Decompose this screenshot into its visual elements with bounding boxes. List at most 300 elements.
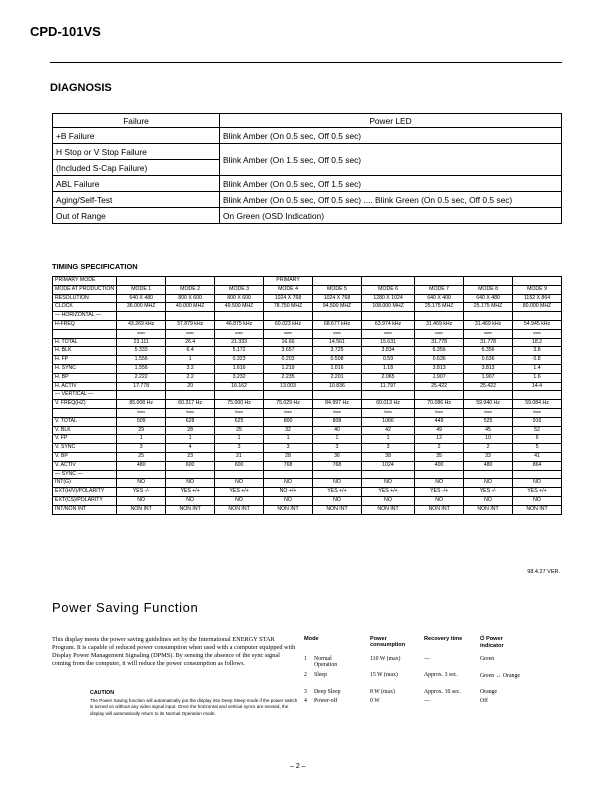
timing-cell	[361, 391, 414, 400]
timing-cell: NON INT	[166, 505, 215, 514]
timing-cell: 6.4	[166, 347, 215, 356]
timing-cell: 800	[264, 417, 313, 426]
timing-cell: 38	[361, 452, 414, 461]
timing-cell: 1066	[361, 417, 414, 426]
mode-name: Sleep	[314, 672, 327, 678]
timing-cell: MODE 1	[117, 285, 166, 294]
timing-cell: 1024	[361, 461, 414, 470]
timing-cell: 78.750 MHZ	[264, 303, 313, 312]
timing-cell: 43.269 kHz	[117, 320, 166, 329]
timing-cell: 75.000 Hz	[215, 400, 264, 409]
timing-cell: 768	[264, 461, 313, 470]
timing-cell: 52	[513, 426, 562, 435]
diagnosis-row	[53, 144, 562, 160]
timing-cell	[464, 470, 513, 479]
timing-cell	[117, 277, 166, 286]
timing-cell: 25.175 MHZ	[464, 303, 513, 312]
timing-row-label: V. SYNC	[53, 444, 117, 453]
timing-cell: usec	[313, 329, 362, 338]
timing-row-label: V. ACTIV	[53, 461, 117, 470]
timing-cell: 28	[166, 426, 215, 435]
timing-cell: 63.974 kHz	[361, 320, 414, 329]
timing-cell: 1	[313, 435, 362, 444]
diagnosis-table	[52, 113, 562, 224]
timing-cell: 49.500 MHZ	[215, 303, 264, 312]
timing-cell: NO	[166, 479, 215, 488]
timing-cell: 31.778	[415, 338, 464, 347]
timing-cell: 3	[215, 444, 264, 453]
timing-cell	[313, 470, 362, 479]
timing-cell: 628	[166, 417, 215, 426]
timing-cell: 59.940 Hz	[464, 400, 513, 409]
mode-number: 4	[304, 698, 307, 704]
timing-cell: lines	[215, 408, 264, 417]
timing-cell: NON INT	[513, 505, 562, 514]
timing-cell: NO	[313, 479, 362, 488]
timing-row	[53, 364, 562, 373]
timing-cell: 640 X 400	[415, 294, 464, 303]
timing-cell: 1.616	[215, 364, 264, 373]
timing-cell: 36	[313, 452, 362, 461]
timing-cell: 25.175 MHZ	[415, 303, 464, 312]
power-saving-description: This display meets the power saving guidelines set by the International ENERGY STAR Program. It is capable of reduced power consumption when used with a computer equipped with Display Power Management Signaling (DPMS). By sensing the absence of the sync signal coming from the computer, it will reduce the power consumption as follows.	[52, 636, 296, 667]
model-title: CPD-101VS	[30, 24, 101, 39]
timing-cell: MODE 5	[313, 285, 362, 294]
timing-cell	[464, 391, 513, 400]
timing-cell: 32	[264, 426, 313, 435]
timing-row-label: V. BLK	[53, 426, 117, 435]
timing-cell: NON INT	[361, 505, 414, 514]
timing-cell: lines	[464, 408, 513, 417]
timing-cell: NO	[464, 479, 513, 488]
diagnosis-failure-cell: ABL Failure	[53, 176, 220, 192]
timing-cell: 1	[166, 356, 215, 365]
timing-cell: lines	[264, 408, 313, 417]
timing-cell: 2	[464, 444, 513, 453]
timing-cell: usec	[166, 329, 215, 338]
timing-cell: 45	[464, 426, 513, 435]
diagnosis-led-cell: On Green (OSD Indication)	[220, 208, 562, 224]
timing-cell: 1	[361, 435, 414, 444]
timing-cell: 37.879 kHz	[166, 320, 215, 329]
timing-cell: 1.4	[513, 364, 562, 373]
mode-recovery: Approx. 10 sec.	[424, 689, 461, 695]
timing-cell: 1	[166, 435, 215, 444]
timing-cell: 800 X 600	[166, 294, 215, 303]
timing-cell	[166, 391, 215, 400]
header-recovery-time: Recovery time	[424, 636, 463, 642]
timing-cell: 23	[166, 452, 215, 461]
timing-cell: 12	[415, 435, 464, 444]
timing-cell: 15.631	[361, 338, 414, 347]
timing-row	[53, 347, 562, 356]
timing-cell: NO	[361, 496, 414, 505]
timing-cell: PRIMARY	[264, 277, 313, 286]
timing-cell: MODE 9	[513, 285, 562, 294]
timing-row	[53, 303, 562, 312]
timing-cell: 3.725	[313, 347, 362, 356]
timing-cell: 26.4	[166, 338, 215, 347]
timing-cell: 60.317 Hz	[166, 400, 215, 409]
timing-cell: 68.677 kHz	[313, 320, 362, 329]
timing-cell: 36.000 MHZ	[117, 303, 166, 312]
timing-cell	[513, 277, 562, 286]
timing-cell: 1.219	[264, 364, 313, 373]
timing-cell	[313, 391, 362, 400]
timing-cell: 1152 X 864	[513, 294, 562, 303]
timing-cell: 28	[264, 452, 313, 461]
timing-cell: 42	[361, 426, 414, 435]
timing-row-label: V. BP	[53, 452, 117, 461]
timing-row	[53, 312, 562, 321]
timing-row-label: CLOCK	[53, 303, 117, 312]
mode-recovery: —	[424, 698, 430, 704]
timing-cell: 449	[415, 417, 464, 426]
mode-number: 1	[304, 656, 307, 662]
diagnosis-led-cell: Blink Amber (On 1.5 sec, Off 0.5 sec)	[220, 144, 562, 176]
timing-cell: 59.084 Hz	[513, 400, 562, 409]
timing-cell	[415, 391, 464, 400]
timing-row-label: V. FREQ(HZ)	[53, 400, 117, 409]
timing-cell: 21.333	[215, 338, 264, 347]
timing-cell	[166, 312, 215, 321]
timing-row	[53, 435, 562, 444]
timing-row	[53, 285, 562, 294]
timing-cell: usec	[513, 329, 562, 338]
timing-row-label: PRIMARY MODE	[53, 277, 117, 286]
timing-row	[53, 461, 562, 470]
timing-cell: 94.500 MHZ	[313, 303, 362, 312]
timing-cell: 2.222	[117, 373, 166, 382]
timing-cell: 16.66	[264, 338, 313, 347]
timing-cell	[264, 391, 313, 400]
timing-cell: 509	[117, 417, 166, 426]
timing-row	[53, 400, 562, 409]
timing-cell: 6	[513, 435, 562, 444]
timing-cell: NO	[215, 496, 264, 505]
timing-cell: NO	[117, 479, 166, 488]
timing-cell: MODE 7	[415, 285, 464, 294]
mode-name: Normal Operation	[314, 656, 338, 668]
timing-table	[52, 276, 562, 515]
mode-power: 0 W	[370, 698, 380, 704]
timing-cell: 23.111	[117, 338, 166, 347]
timing-heading: TIMING SPECIFICATION	[52, 262, 138, 271]
timing-cell: 2.235	[264, 373, 313, 382]
timing-cell: 600	[215, 461, 264, 470]
timing-row-label: — VERTICAL —	[53, 391, 117, 400]
timing-cell: YES +/+	[215, 488, 264, 497]
timing-cell: 1280 X 1024	[361, 294, 414, 303]
timing-cell: MODE 2	[166, 285, 215, 294]
timing-cell: NON INT	[464, 505, 513, 514]
timing-cell: 11.797	[361, 382, 414, 391]
timing-cell: NO	[361, 479, 414, 488]
timing-row	[53, 496, 562, 505]
timing-cell: NO	[215, 479, 264, 488]
timing-cell: MODE 4	[264, 285, 313, 294]
timing-row	[53, 488, 562, 497]
timing-cell: NO	[513, 479, 562, 488]
timing-cell: 3	[117, 444, 166, 453]
power-saving-heading: Power Saving Function	[52, 600, 199, 615]
timing-cell: YES +/+	[313, 488, 362, 497]
timing-row	[53, 294, 562, 303]
timing-row	[53, 338, 562, 347]
timing-cell: 29	[117, 426, 166, 435]
timing-cell: 14.561	[313, 338, 362, 347]
timing-cell: usec	[117, 329, 166, 338]
timing-cell	[513, 470, 562, 479]
timing-cell: NO	[415, 496, 464, 505]
timing-row	[53, 444, 562, 453]
header-rule	[50, 62, 562, 63]
timing-cell: usec	[215, 329, 264, 338]
timing-cell: YES -/+	[415, 488, 464, 497]
timing-cell: 1024 X 768	[264, 294, 313, 303]
timing-cell: 3.813	[415, 364, 464, 373]
timing-cell: 1.18	[361, 364, 414, 373]
timing-cell: 75.029 Hz	[264, 400, 313, 409]
timing-cell: 0.636	[415, 356, 464, 365]
timing-cell: 49	[415, 426, 464, 435]
timing-cell: NO	[513, 496, 562, 505]
timing-cell	[361, 277, 414, 286]
timing-cell: 5.333	[117, 347, 166, 356]
timing-cell: 0.323	[215, 356, 264, 365]
timing-cell: 4	[166, 444, 215, 453]
timing-cell	[166, 470, 215, 479]
timing-cell: NO +/+	[264, 488, 313, 497]
mode-indicator: Green	[480, 656, 495, 662]
timing-cell	[215, 312, 264, 321]
timing-cell: NO	[264, 479, 313, 488]
timing-row-label: INT(G)	[53, 479, 117, 488]
mode-indicator: Green ↔ Orange	[480, 673, 520, 679]
timing-cell	[117, 312, 166, 321]
timing-cell: lines	[513, 408, 562, 417]
mode-indicator: Orange	[480, 689, 498, 695]
version-label: 98.4.27 VER.	[527, 569, 560, 575]
timing-cell: 625	[215, 417, 264, 426]
timing-cell: 3	[313, 444, 362, 453]
timing-cell: 16.162	[215, 382, 264, 391]
timing-cell: 2	[415, 444, 464, 453]
timing-row	[53, 505, 562, 514]
timing-cell: 40.000 MHZ	[166, 303, 215, 312]
timing-cell: 1.907	[415, 373, 464, 382]
diagnosis-failure-cell: (Included S-Cap Failure)	[53, 160, 220, 176]
timing-cell	[513, 312, 562, 321]
timing-row-label: — HORIZONTAL —	[53, 312, 117, 321]
timing-cell: 480	[117, 461, 166, 470]
diagnosis-header-row	[53, 114, 562, 128]
timing-cell: 400	[415, 461, 464, 470]
timing-row-label: H-FREQ	[53, 320, 117, 329]
timing-cell: 1	[215, 435, 264, 444]
timing-cell: 3	[361, 444, 414, 453]
timing-cell: YES +/+	[513, 488, 562, 497]
timing-row	[53, 408, 562, 417]
timing-cell: 0.203	[264, 356, 313, 365]
timing-cell: 1	[117, 435, 166, 444]
timing-row-label: V. TOTAL	[53, 417, 117, 426]
timing-cell: NO	[415, 479, 464, 488]
timing-cell	[361, 470, 414, 479]
diagnosis-header-failure: Failure	[53, 114, 220, 128]
timing-cell: 0.508	[313, 356, 362, 365]
timing-row	[53, 356, 562, 365]
timing-cell: MODE 8	[464, 285, 513, 294]
timing-row-label	[53, 408, 117, 417]
timing-cell: 0.636	[464, 356, 513, 365]
timing-cell: NO	[117, 496, 166, 505]
timing-cell: usec	[415, 329, 464, 338]
timing-cell: 3.657	[264, 347, 313, 356]
timing-cell: 3.834	[361, 347, 414, 356]
timing-cell: 10	[464, 435, 513, 444]
mode-power: 110 W (max)	[370, 656, 401, 662]
timing-cell: 2.065	[361, 373, 414, 382]
timing-row-label: EXT(CS)/POLARITY	[53, 496, 117, 505]
diagnosis-failure-cell: +B Failure	[53, 128, 220, 144]
timing-cell: 25	[215, 426, 264, 435]
timing-cell: NON INT	[117, 505, 166, 514]
timing-cell: 60.023 kHz	[264, 320, 313, 329]
mode-power: 15 W (max)	[370, 672, 398, 678]
timing-cell: usec	[264, 329, 313, 338]
timing-cell: 18.2	[513, 338, 562, 347]
timing-cell: 3.813	[464, 364, 513, 373]
diagnosis-failure-cell: H Stop or V Stop Failure	[53, 144, 220, 160]
timing-cell: 5.172	[215, 347, 264, 356]
timing-cell	[215, 391, 264, 400]
timing-row	[53, 479, 562, 488]
timing-cell	[415, 277, 464, 286]
timing-cell: NO	[166, 496, 215, 505]
timing-cell	[313, 312, 362, 321]
timing-row-label: H. SYNC	[53, 364, 117, 373]
timing-cell: lines	[415, 408, 464, 417]
timing-cell: 35	[415, 452, 464, 461]
timing-cell	[415, 470, 464, 479]
timing-cell: 46.875 kHz	[215, 320, 264, 329]
timing-cell: 60.013 Hz	[361, 400, 414, 409]
timing-row	[53, 277, 562, 286]
timing-cell: 1.556	[117, 364, 166, 373]
timing-cell: 85.008 Hz	[117, 400, 166, 409]
timing-cell	[264, 312, 313, 321]
timing-cell: YES +/+	[166, 488, 215, 497]
timing-cell: 916	[513, 417, 562, 426]
timing-cell: 25	[117, 452, 166, 461]
timing-cell: 3.232	[215, 373, 264, 382]
timing-cell: 480	[464, 461, 513, 470]
mode-power: 8 W (max)	[370, 689, 395, 695]
diagnosis-failure-cell: Out of Range	[53, 208, 220, 224]
timing-cell: 84.997 Hz	[313, 400, 362, 409]
timing-cell: 640 X 480	[117, 294, 166, 303]
timing-row	[53, 391, 562, 400]
timing-cell: lines	[313, 408, 362, 417]
timing-row-label: H. ACTIV	[53, 382, 117, 391]
timing-cell: 864	[513, 461, 562, 470]
timing-cell: NON INT	[415, 505, 464, 514]
timing-cell: NON INT	[264, 505, 313, 514]
timing-cell: 21	[215, 452, 264, 461]
timing-cell: 5	[513, 444, 562, 453]
timing-row-label: — SYNC —	[53, 470, 117, 479]
mode-number: 3	[304, 689, 307, 695]
mode-recovery: —	[424, 656, 430, 662]
timing-cell: 80.000 MHZ	[513, 303, 562, 312]
timing-cell: 108.000 MHZ	[361, 303, 414, 312]
diagnosis-failure-cell: Aging/Self-Test	[53, 192, 220, 208]
diagnosis-row	[53, 176, 562, 192]
timing-cell	[215, 470, 264, 479]
timing-cell: lines	[117, 408, 166, 417]
timing-cell	[415, 312, 464, 321]
timing-cell	[117, 470, 166, 479]
timing-cell: 808	[313, 417, 362, 426]
timing-cell	[464, 312, 513, 321]
timing-cell: NON INT	[313, 505, 362, 514]
timing-cell	[166, 277, 215, 286]
timing-cell: 525	[464, 417, 513, 426]
timing-row	[53, 470, 562, 479]
timing-cell: 31.469 kHz	[464, 320, 513, 329]
timing-cell	[313, 277, 362, 286]
timing-row-label: MODE AT PRODUCTION	[53, 285, 117, 294]
diagnosis-led-cell: Blink Amber (On 0.5 sec, Off 1.5 sec)	[220, 176, 562, 192]
mode-name: Power-off	[314, 698, 338, 704]
diagnosis-row	[53, 128, 562, 144]
diagnosis-led-cell: Blink Amber (On 0.5 sec, Off 0.5 sec) .... Blink Green (On 0.5 sec, Off 0.5 sec)	[220, 192, 562, 208]
timing-row	[53, 426, 562, 435]
timing-cell: 1.016	[313, 364, 362, 373]
timing-cell: usec	[361, 329, 414, 338]
timing-cell: 20	[166, 382, 215, 391]
timing-cell: NO	[313, 496, 362, 505]
mode-number: 2	[304, 672, 307, 678]
timing-cell: 70.086 Hz	[415, 400, 464, 409]
timing-cell: 3	[264, 444, 313, 453]
timing-row	[53, 452, 562, 461]
timing-row-label: RESOLUTION	[53, 294, 117, 303]
timing-cell: 0.59	[361, 356, 414, 365]
timing-cell: YES +/+	[361, 488, 414, 497]
timing-cell: 31.778	[464, 338, 513, 347]
timing-row-label: H. BLK	[53, 347, 117, 356]
timing-cell: 0.8	[513, 356, 562, 365]
timing-row	[53, 382, 562, 391]
timing-cell: 6.356	[415, 347, 464, 356]
timing-row-label: H. TOTAL	[53, 338, 117, 347]
timing-row	[53, 417, 562, 426]
timing-row	[53, 320, 562, 329]
diagnosis-header-led: Power LED	[220, 114, 562, 128]
timing-cell: 3.2	[166, 364, 215, 373]
timing-cell: 40	[313, 426, 362, 435]
timing-cell: 17.778	[117, 382, 166, 391]
timing-cell: 31.469 kHz	[415, 320, 464, 329]
timing-cell	[361, 312, 414, 321]
diagnosis-heading: DIAGNOSIS	[50, 82, 112, 94]
timing-cell: MODE 6	[361, 285, 414, 294]
timing-row-label: EXT(H/V)/POLARITY	[53, 488, 117, 497]
timing-cell: NO	[464, 496, 513, 505]
mode-indicator: Off	[480, 698, 488, 704]
